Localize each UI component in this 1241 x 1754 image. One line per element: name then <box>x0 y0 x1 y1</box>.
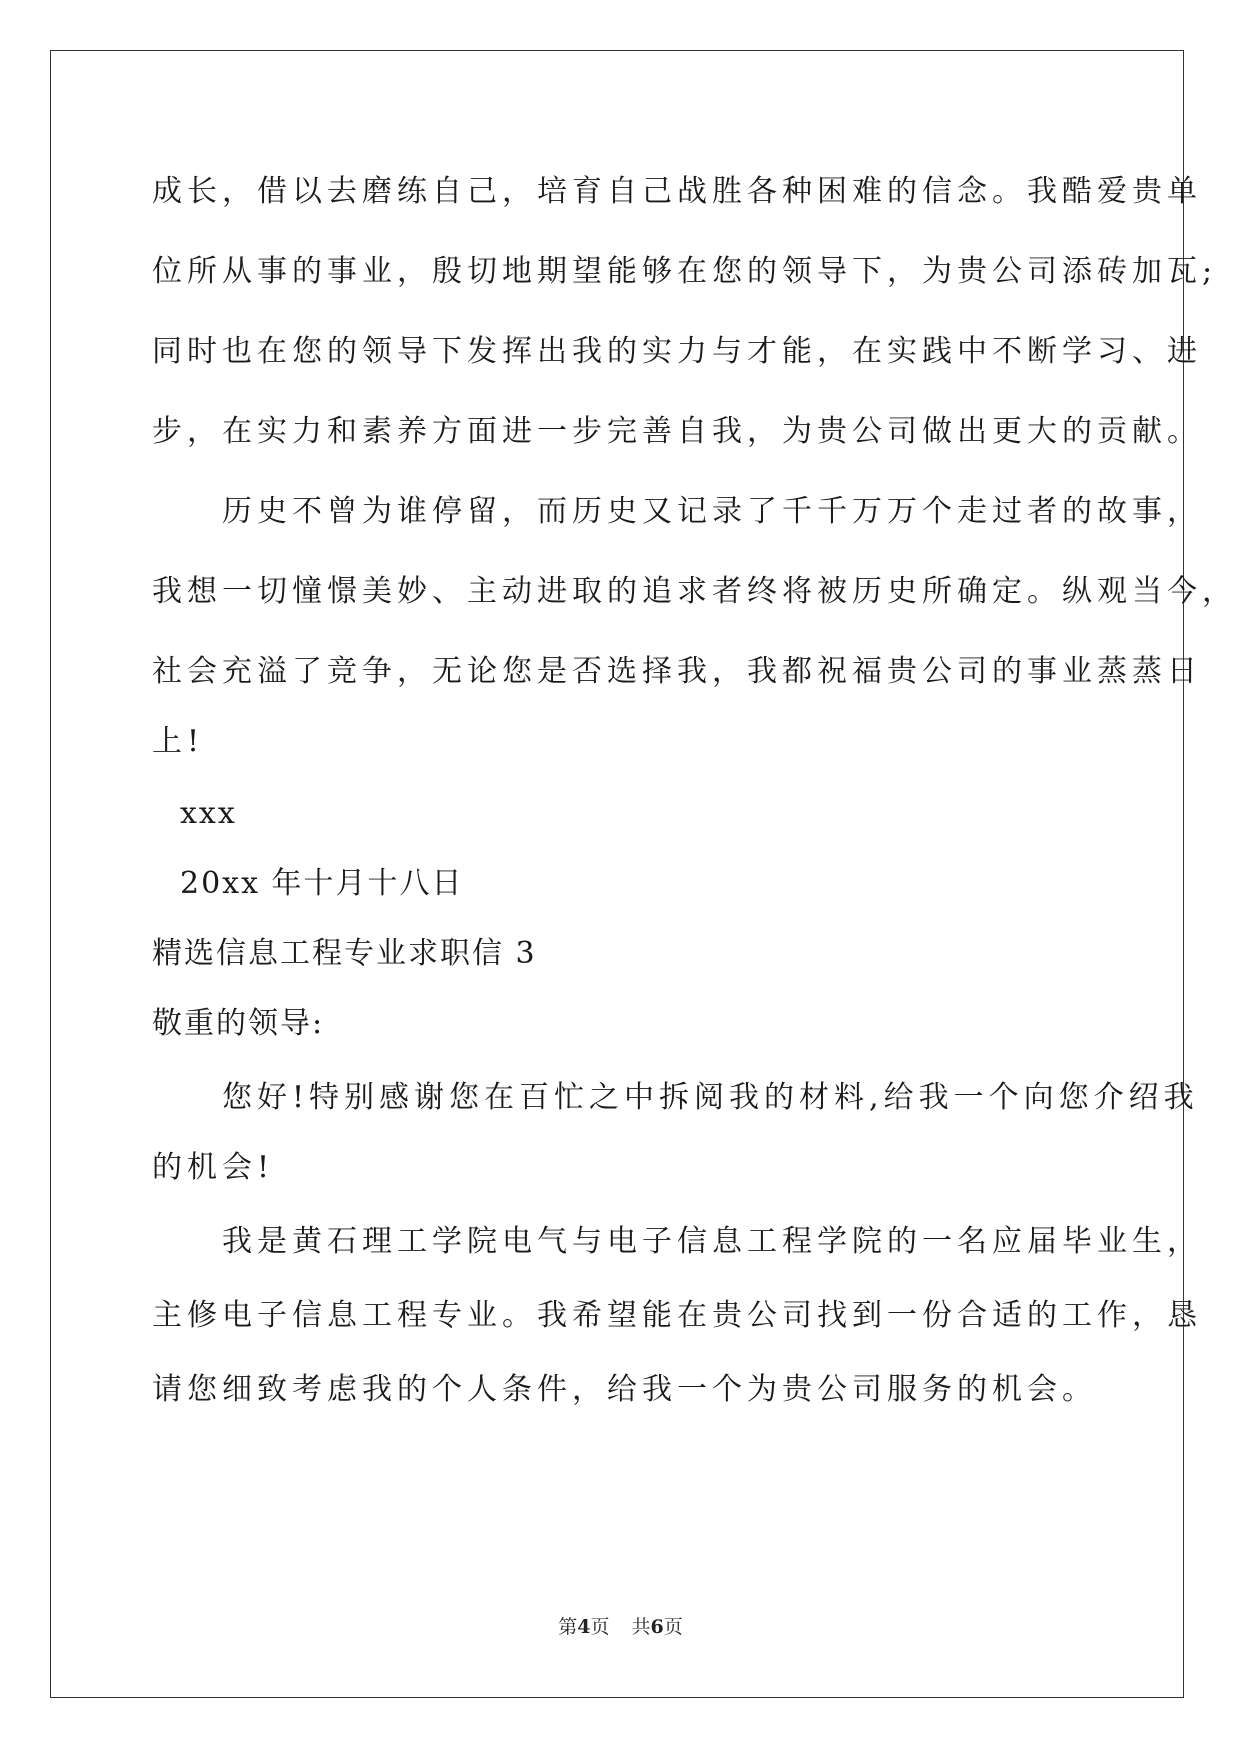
footer-page-number: 4 <box>577 1616 591 1638</box>
footer-page-suffix: 页 <box>590 1616 610 1638</box>
paragraph-intro: 我是黄石理工学院电气与电子信息工程学院的一名应届毕业生， <box>152 1224 1202 1259</box>
text-line-3: 同时也在您的领导下发挥出我的实力与才能，在实践中不断学习、进 <box>152 334 1202 369</box>
salutation: 敬重的领导: <box>152 1006 325 1041</box>
text-line-6: 我想一切憧憬美妙、主动进取的追求者终将被历史所确定。纵观当今， <box>152 574 1237 609</box>
page-footer <box>0 1612 1241 1639</box>
paragraph-history-start: 历史不曾为谁停留，而历史又记录了千千万万个走过者的故事， <box>152 494 1202 529</box>
text-line-17: 请您细致考虑我的个人条件，给我一个为贵公司服务的机会。 <box>152 1372 1097 1407</box>
footer-total-prefix: 共 <box>631 1616 651 1638</box>
text-line-2: 位所从事的事业，殷切地期望能够在您的领导下，为贵公司添砖加瓦; <box>152 254 1218 289</box>
text-line-14: 的机会! <box>152 1150 275 1185</box>
text-line-1: 成长，借以去磨练自己，培育自己战胜各种困难的信念。我酷爱贵单 <box>152 174 1202 209</box>
footer-total-suffix: 页 <box>663 1616 683 1638</box>
footer-prefix: 第 <box>558 1616 578 1638</box>
text-line-16: 主修电子信息工程专业。我希望能在贵公司找到一份合适的工作，恳 <box>152 1298 1202 1333</box>
signature-name: xxx <box>180 796 237 831</box>
paragraph-greeting: 您好!特别感谢您在百忙之中拆阅我的材料,给我一个向您介绍我 <box>152 1080 1199 1115</box>
footer-total-pages: 6 <box>650 1616 664 1638</box>
signature-date: 20xx 年十月十八日 <box>180 866 464 901</box>
text-line-4: 步，在实力和素养方面进一步完善自我，为贵公司做出更大的贡献。 <box>152 414 1202 449</box>
text-line-8: 上! <box>152 724 205 759</box>
section-title: 精选信息工程专业求职信 3 <box>152 936 537 971</box>
text-line-7: 社会充溢了竞争，无论您是否选择我，我都祝福贵公司的事业蒸蒸日 <box>152 654 1202 689</box>
